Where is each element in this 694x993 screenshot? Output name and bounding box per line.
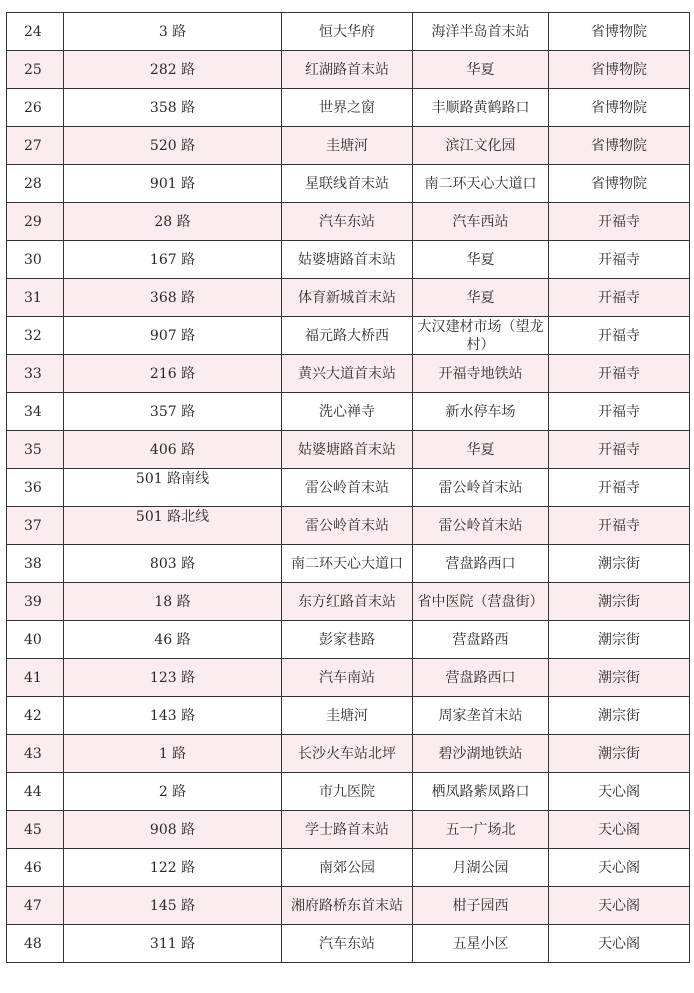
origin-stop-cell (282, 773, 413, 811)
route-name-text: 46 路 (154, 631, 191, 648)
row-number-text: 38 (24, 555, 42, 572)
route-name-cell (64, 697, 282, 735)
route-name-cell (64, 165, 282, 203)
row-number-text: 45 (24, 821, 42, 838)
station-cell (549, 621, 690, 659)
destination-stop-cell (413, 127, 549, 165)
origin-stop-text: 汽车东站 (319, 213, 375, 230)
station-text: 潮宗街 (598, 555, 640, 572)
route-name-text: 501 路北线 (135, 508, 210, 525)
station-text: 省博物院 (591, 23, 647, 40)
destination-stop-text: 海洋半岛首末站 (431, 23, 530, 40)
row-number-cell (7, 469, 64, 507)
origin-stop-cell (282, 583, 413, 621)
origin-stop-text: 汽车东站 (319, 935, 375, 952)
row-number-cell (7, 13, 64, 51)
destination-stop-text: 丰顺路黄鹤路口 (431, 99, 530, 116)
table-row (7, 165, 690, 203)
route-name-cell (64, 241, 282, 279)
destination-stop-cell (413, 849, 549, 887)
destination-stop-cell (413, 431, 549, 469)
station-text: 潮宗街 (598, 669, 640, 686)
destination-stop-text: 五星小区 (452, 935, 509, 952)
destination-stop-text: 营盘路西口 (445, 669, 516, 686)
origin-stop-text: 长沙火车站北坪 (298, 745, 396, 762)
origin-stop-text: 红湖路首末站 (305, 61, 389, 78)
station-text: 省博物院 (591, 137, 647, 154)
route-name-cell (64, 279, 282, 317)
origin-stop-cell (282, 469, 413, 507)
row-number-cell (7, 165, 64, 203)
station-cell (549, 127, 690, 165)
route-name-cell (64, 735, 282, 773)
station-cell (549, 735, 690, 773)
origin-stop-cell (282, 735, 413, 773)
table-row (7, 697, 690, 735)
station-text: 开福寺 (598, 289, 640, 306)
station-cell (549, 89, 690, 127)
station-text: 开福寺 (598, 251, 640, 268)
destination-stop-text: 周家垄首末站 (438, 707, 523, 724)
route-name-text: 901 路 (149, 175, 196, 192)
origin-stop-cell (282, 317, 413, 355)
station-cell (549, 773, 690, 811)
row-number-text: 32 (24, 327, 42, 344)
table-row (7, 317, 690, 355)
destination-stop-cell (413, 887, 549, 925)
destination-stop-text: 华夏 (466, 289, 495, 306)
station-cell (549, 925, 690, 963)
origin-stop-cell (282, 13, 413, 51)
station-text: 开福寺 (598, 441, 640, 458)
destination-stop-text: 营盘路西口 (445, 555, 516, 572)
row-number-text: 34 (24, 403, 42, 420)
route-name-cell (64, 621, 282, 659)
station-cell (549, 165, 690, 203)
origin-stop-cell (282, 697, 413, 735)
station-text: 开福寺 (598, 403, 640, 420)
station-text: 潮宗街 (598, 707, 640, 724)
station-cell (549, 659, 690, 697)
origin-stop-text: 恒大华府 (319, 23, 375, 40)
station-text: 天心阁 (598, 897, 640, 914)
origin-stop-text: 星联线首末站 (305, 175, 389, 192)
route-name-cell (64, 13, 282, 51)
station-cell (549, 279, 690, 317)
origin-stop-cell (282, 203, 413, 241)
row-number-text: 36 (24, 479, 42, 496)
route-name-cell (64, 127, 282, 165)
origin-stop-text: 雷公岭首末站 (305, 479, 389, 496)
row-number-cell (7, 241, 64, 279)
route-name-cell (64, 583, 282, 621)
route-name-text: 803 路 (149, 555, 196, 572)
station-text: 天心阁 (598, 935, 640, 952)
station-cell (549, 13, 690, 51)
destination-stop-cell (413, 89, 549, 127)
origin-stop-text: 黄兴大道首末站 (298, 365, 396, 382)
origin-stop-text: 福元路大桥西 (305, 327, 389, 344)
row-number-cell (7, 507, 64, 545)
destination-stop-text: 华夏 (466, 441, 495, 458)
destination-stop-text: 滨江文化园 (445, 137, 516, 154)
destination-stop-text: 栖凤路紫凤路口 (431, 783, 530, 800)
route-name-text: 3 路 (158, 23, 187, 40)
station-cell (549, 887, 690, 925)
origin-stop-text: 市九医院 (319, 783, 375, 800)
route-name-text: 501 路南线 (135, 470, 210, 487)
route-name-cell (64, 89, 282, 127)
station-cell (549, 697, 690, 735)
station-text: 潮宗街 (598, 593, 640, 610)
origin-stop-cell (282, 241, 413, 279)
row-number-text: 39 (24, 593, 42, 610)
destination-stop-cell (413, 507, 549, 545)
destination-stop-text: 大汉建材市场（望龙村） (417, 318, 544, 353)
row-number-cell (7, 925, 64, 963)
table-row (7, 545, 690, 583)
route-name-cell (64, 355, 282, 393)
station-cell (549, 317, 690, 355)
destination-stop-cell (413, 545, 549, 583)
row-number-text: 30 (24, 251, 42, 268)
origin-stop-cell (282, 393, 413, 431)
origin-stop-cell (282, 507, 413, 545)
route-name-cell (64, 393, 282, 431)
destination-stop-text: 雷公岭首末站 (438, 517, 523, 534)
station-cell (549, 583, 690, 621)
origin-stop-cell (282, 659, 413, 697)
origin-stop-text: 湘府路桥东首末站 (291, 897, 403, 914)
route-name-cell (64, 545, 282, 583)
station-text: 开福寺 (598, 479, 640, 496)
station-cell (549, 203, 690, 241)
station-cell (549, 811, 690, 849)
row-number-text: 26 (24, 99, 42, 116)
route-name-text: 368 路 (149, 289, 196, 306)
station-text: 开福寺 (598, 517, 640, 534)
row-number-text: 28 (24, 175, 42, 192)
table-row (7, 355, 690, 393)
origin-stop-cell (282, 355, 413, 393)
row-number-cell (7, 431, 64, 469)
row-number-cell (7, 127, 64, 165)
route-name-text: 28 路 (154, 213, 191, 230)
table-row (7, 811, 690, 849)
route-name-text: 143 路 (149, 707, 196, 724)
row-number-text: 48 (24, 935, 42, 952)
origin-stop-text: 洗心禅寺 (319, 403, 375, 420)
table-row (7, 773, 690, 811)
origin-stop-cell (282, 811, 413, 849)
table-row (7, 659, 690, 697)
row-number-text: 40 (24, 631, 42, 648)
route-name-cell (64, 887, 282, 925)
row-number-text: 27 (24, 137, 42, 154)
route-name-text: 2 路 (158, 783, 187, 800)
station-cell (549, 241, 690, 279)
row-number-text: 47 (24, 897, 42, 914)
station-cell (549, 507, 690, 545)
destination-stop-text: 华夏 (466, 61, 495, 78)
table-row (7, 13, 690, 51)
destination-stop-cell (413, 165, 549, 203)
station-cell (549, 393, 690, 431)
row-number-text: 33 (24, 365, 42, 382)
station-text: 开福寺 (598, 365, 640, 382)
destination-stop-text: 雷公岭首末站 (438, 479, 523, 496)
origin-stop-cell (282, 925, 413, 963)
route-name-text: 907 路 (149, 327, 196, 344)
row-number-cell (7, 279, 64, 317)
destination-stop-text: 省中医院（营盘街） (417, 593, 544, 610)
origin-stop-cell (282, 165, 413, 203)
origin-stop-cell (282, 89, 413, 127)
route-name-text: 520 路 (149, 137, 196, 154)
destination-stop-cell (413, 355, 549, 393)
destination-stop-cell (413, 583, 549, 621)
origin-stop-cell (282, 545, 413, 583)
origin-stop-cell (282, 127, 413, 165)
row-number-cell (7, 849, 64, 887)
row-number-cell (7, 583, 64, 621)
document-page (6, 12, 689, 963)
route-name-text: 406 路 (149, 441, 196, 458)
route-name-text: 145 路 (149, 897, 196, 914)
origin-stop-text: 南郊公园 (319, 859, 375, 876)
origin-stop-cell (282, 887, 413, 925)
row-number-text: 46 (24, 859, 42, 876)
route-name-text: 18 路 (154, 593, 191, 610)
origin-stop-text: 世界之窗 (319, 99, 375, 116)
route-name-cell (64, 925, 282, 963)
station-text: 开福寺 (598, 213, 640, 230)
row-number-cell (7, 393, 64, 431)
destination-stop-cell (413, 811, 549, 849)
station-text: 天心阁 (598, 859, 640, 876)
row-number-text: 41 (24, 669, 42, 686)
origin-stop-text: 东方红路首末站 (298, 593, 396, 610)
origin-stop-cell (282, 279, 413, 317)
route-name-text: 216 路 (149, 365, 196, 382)
row-number-text: 37 (24, 517, 42, 534)
table-body (7, 13, 690, 963)
origin-stop-cell (282, 849, 413, 887)
origin-stop-text: 彭家巷路 (319, 631, 375, 648)
station-cell (549, 51, 690, 89)
origin-stop-cell (282, 621, 413, 659)
table-row (7, 887, 690, 925)
destination-stop-cell (413, 697, 549, 735)
route-name-cell (64, 469, 282, 507)
row-number-cell (7, 203, 64, 241)
destination-stop-cell (413, 13, 549, 51)
row-number-cell (7, 89, 64, 127)
station-text: 省博物院 (591, 99, 647, 116)
destination-stop-cell (413, 317, 549, 355)
row-number-cell (7, 735, 64, 773)
destination-stop-text: 南二环天心大道口 (424, 175, 537, 192)
destination-stop-text: 华夏 (466, 251, 495, 268)
destination-stop-text: 五一广场北 (445, 821, 516, 838)
route-name-text: 908 路 (149, 821, 196, 838)
route-name-cell (64, 773, 282, 811)
table-row (7, 393, 690, 431)
destination-stop-cell (413, 393, 549, 431)
row-number-text: 31 (24, 289, 42, 306)
route-name-cell (64, 849, 282, 887)
row-number-cell (7, 545, 64, 583)
row-number-text: 43 (24, 745, 42, 762)
row-number-text: 44 (24, 783, 42, 800)
station-cell (549, 431, 690, 469)
station-text: 开福寺 (598, 327, 640, 344)
destination-stop-cell (413, 469, 549, 507)
row-number-text: 35 (24, 441, 42, 458)
table-row (7, 583, 690, 621)
station-text: 省博物院 (591, 61, 647, 78)
destination-stop-text: 月湖公园 (452, 859, 509, 876)
destination-stop-cell (413, 621, 549, 659)
station-text: 天心阁 (598, 783, 640, 800)
destination-stop-cell (413, 51, 549, 89)
table-row (7, 507, 690, 545)
row-number-text: 29 (24, 213, 42, 230)
destination-stop-cell (413, 773, 549, 811)
route-name-text: 167 路 (149, 251, 196, 268)
destination-stop-cell (413, 203, 549, 241)
table-row (7, 621, 690, 659)
route-name-cell (64, 431, 282, 469)
destination-stop-text: 柑子园西 (452, 897, 509, 914)
row-number-text: 25 (24, 61, 42, 78)
route-name-text: 1 路 (158, 745, 187, 762)
station-cell (549, 545, 690, 583)
bus-route-table (6, 12, 690, 963)
destination-stop-cell (413, 279, 549, 317)
origin-stop-text: 圭塘河 (326, 137, 368, 154)
origin-stop-text: 姑婆塘路首末站 (298, 441, 396, 458)
row-number-cell (7, 773, 64, 811)
origin-stop-text: 汽车南站 (319, 669, 375, 686)
destination-stop-text: 营盘路西 (452, 631, 509, 648)
row-number-cell (7, 659, 64, 697)
table-row (7, 89, 690, 127)
table-row (7, 431, 690, 469)
table-row (7, 469, 690, 507)
route-name-text: 123 路 (149, 669, 196, 686)
table-row (7, 279, 690, 317)
origin-stop-text: 学士路首末站 (305, 821, 389, 838)
table-row (7, 925, 690, 963)
origin-stop-text: 圭塘河 (326, 707, 368, 724)
route-name-text: 122 路 (149, 859, 196, 876)
destination-stop-cell (413, 241, 549, 279)
table-row (7, 51, 690, 89)
row-number-cell (7, 51, 64, 89)
table-row (7, 203, 690, 241)
table-row (7, 241, 690, 279)
row-number-cell (7, 355, 64, 393)
origin-stop-text: 姑婆塘路首末站 (298, 251, 396, 268)
origin-stop-text: 体育新城首末站 (298, 289, 396, 306)
origin-stop-cell (282, 51, 413, 89)
row-number-cell (7, 887, 64, 925)
route-name-text: 358 路 (149, 99, 196, 116)
row-number-cell (7, 697, 64, 735)
station-cell (549, 849, 690, 887)
table-row (7, 849, 690, 887)
table-row (7, 735, 690, 773)
row-number-cell (7, 317, 64, 355)
origin-stop-text: 南二环天心大道口 (291, 555, 403, 572)
station-text: 潮宗街 (598, 631, 640, 648)
station-text: 天心阁 (598, 821, 640, 838)
station-cell (549, 469, 690, 507)
route-name-text: 282 路 (149, 61, 196, 78)
station-text: 省博物院 (591, 175, 647, 192)
destination-stop-cell (413, 659, 549, 697)
destination-stop-text: 新水停车场 (445, 403, 516, 420)
table-row (7, 127, 690, 165)
route-name-cell (64, 203, 282, 241)
origin-stop-cell (282, 431, 413, 469)
destination-stop-cell (413, 735, 549, 773)
destination-stop-text: 碧沙湖地铁站 (438, 745, 523, 762)
row-number-text: 42 (24, 707, 42, 724)
route-name-cell (64, 659, 282, 697)
route-name-text: 357 路 (149, 403, 196, 420)
route-name-cell (64, 811, 282, 849)
row-number-cell (7, 621, 64, 659)
route-name-text: 311 路 (149, 935, 196, 952)
station-text: 潮宗街 (598, 745, 640, 762)
row-number-cell (7, 811, 64, 849)
station-cell (549, 355, 690, 393)
destination-stop-text: 汽车西站 (452, 213, 509, 230)
route-name-cell (64, 507, 282, 545)
destination-stop-cell (413, 925, 549, 963)
row-number-text: 24 (24, 23, 42, 40)
route-name-cell (64, 51, 282, 89)
destination-stop-text: 开福寺地铁站 (438, 365, 523, 382)
route-name-cell (64, 317, 282, 355)
origin-stop-text: 雷公岭首末站 (305, 517, 389, 534)
